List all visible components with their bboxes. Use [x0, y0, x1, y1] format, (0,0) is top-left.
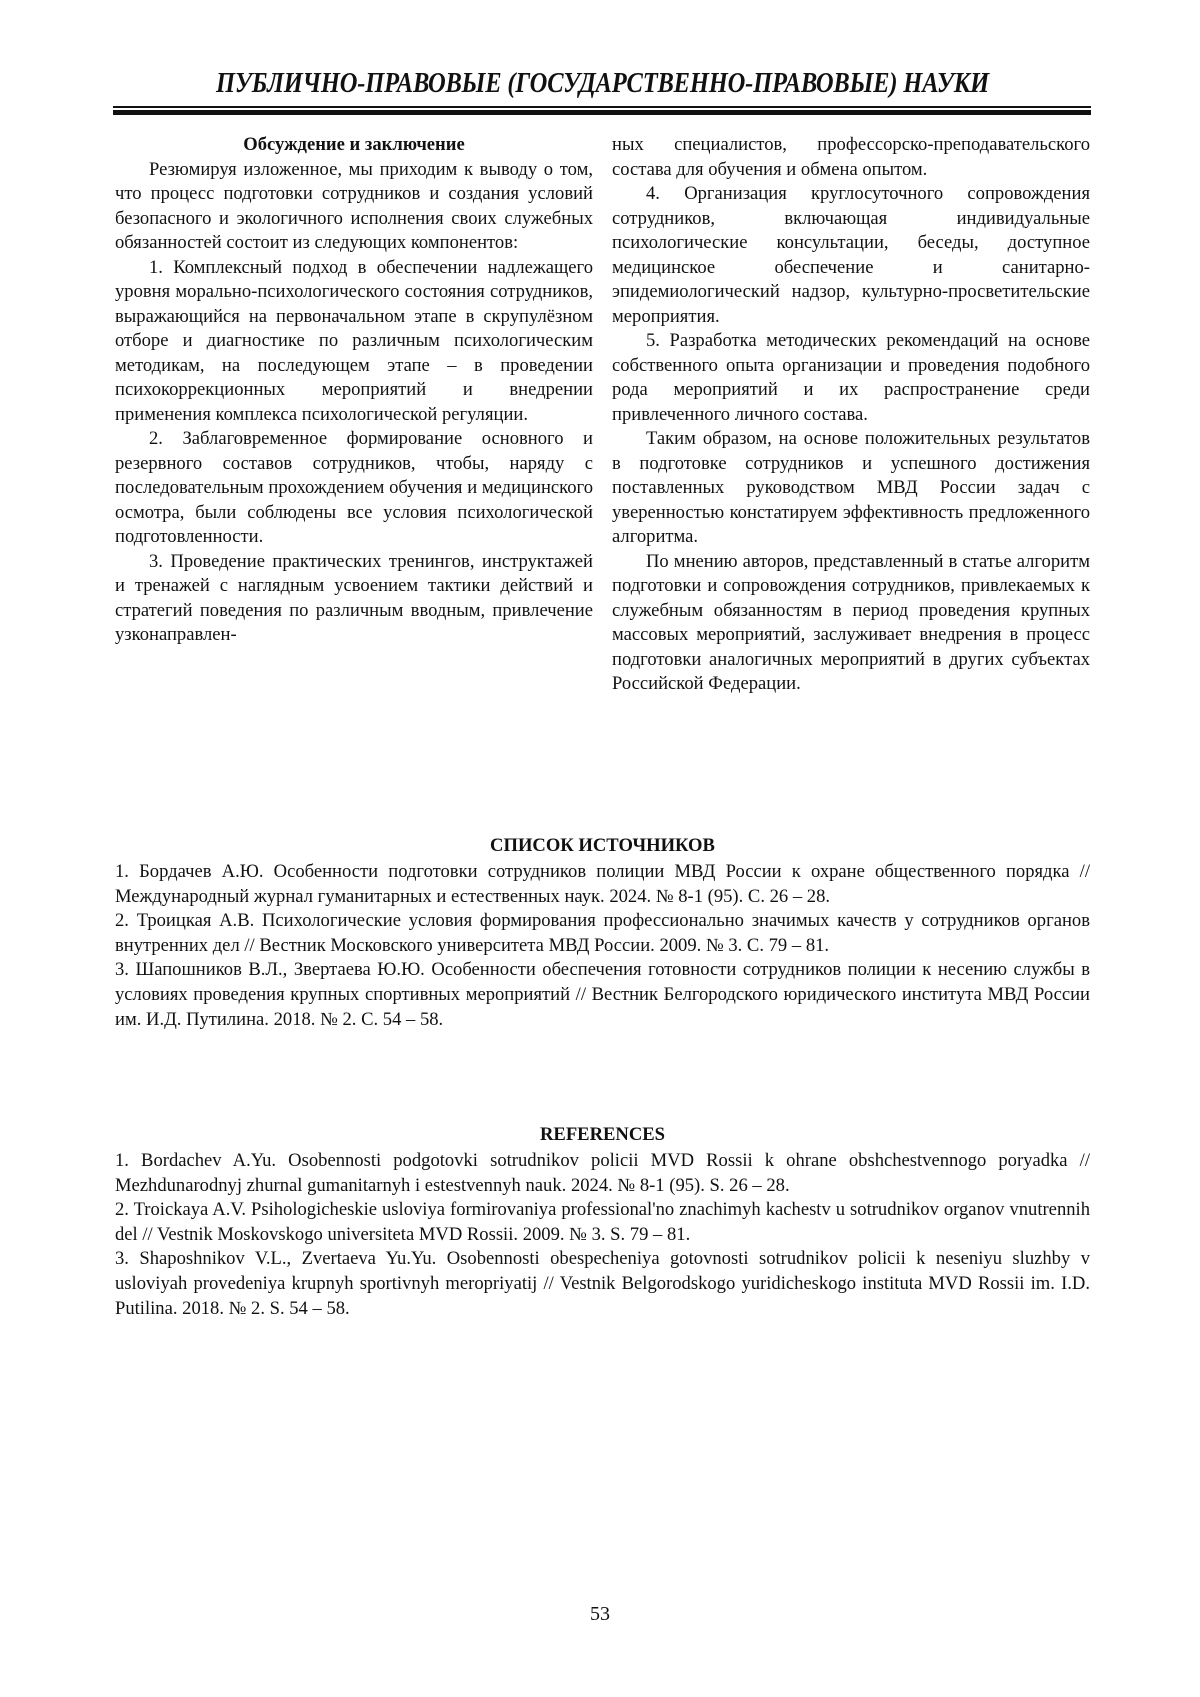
reference-item: 3. Shaposhnikov V.L., Zvertaeva Yu.Yu. Osobennosti obespecheniya gotovnosti sotrudnikov policii k neseniyu sluzhby v usloviyah provedeniya krupnyh sportivnyh meropriyatij // Vestnik Belgorodskogo yuridicheskogo instituta MVD Rossii im. I.D. Putilina. 2018. № 2. S. 54 – 58. — [115, 1248, 1090, 1319]
section-title-discussion: Обсуждение и заключение — [243, 134, 465, 155]
reference-item: 3. Шапошников В.Л., Звертаева Ю.Ю. Особенности обеспечения готовности сотрудников полиции к несению службы в условиях проведения крупных спортивных мероприятий // Вестник Белгородского юридического института МВД России им. И.Д. Путилина. 2018. № 2. С. 54 – 58. — [115, 959, 1090, 1030]
references-ru-list — [115, 860, 1090, 1032]
list-item-1: 1. Комплексный подход в обеспечении надлежащего уровня морально-психологического состояния сотрудников, выражающийся на первоначальном этапе в скрупулёзном отборе и диагностике по различным психологическим методикам, на последующем этапе – в проведении психокоррекционных мероприятий и внедрении применения комплекса психологической регуляции. — [115, 256, 593, 425]
header-rule-thick — [113, 110, 1091, 115]
header-rule-thin — [113, 106, 1091, 108]
right-column — [612, 133, 1090, 697]
list-item-5: 5. Разработка методических рекомендаций на основе собственного опыта организации и проведения подобного рода мероприятий и их распространение среди привлеченного личного состава. — [612, 330, 1090, 425]
list-item-4: 4. Организация круглосуточного сопровождения сотрудников, включающая индивидуальные психологические консультации, беседы, доступное медицинское обеспечение и санитарно-эпидемиологический надзор, культурно-просветительские мероприятия. — [612, 183, 1090, 327]
paragraph: Резюмируя изложенное, мы приходим к выводу о том, что процесс подготовки сотрудников и создания условий безопасного и экологичного исполнения своих служебных обязанностей состоит из следующих компонентов: — [115, 158, 593, 253]
running-title: ПУБЛИЧНО-ПРАВОВЫЕ (ГОСУДАРСТВЕННО-ПРАВОВЫЕ) НАУКИ — [215, 68, 990, 99]
paragraph-conclusion: Таким образом, на основе положительных результатов в подготовке сотрудников и успешного достижения поставленных руководством МВД России задач с уверенностью констатируем эффективность предложенного алгоритма. — [612, 428, 1090, 547]
paragraph-authors-opinion: По мнению авторов, представленный в статье алгоритм подготовки и сопровождения сотрудников, привлекаемых к служебным обязанностям в период проведения крупных массовых мероприятий, заслуживает внедрения в процесс подготовки аналогичных мероприятий в других субъектах Российской Федерации. — [612, 550, 1090, 694]
references-en-list — [115, 1149, 1090, 1321]
paragraph-continuation: ных специалистов, профессорско-преподавательского состава для обучения и обмена опытом. — [612, 134, 1090, 180]
reference-item: 1. Бордачев А.Ю. Особенности подготовки сотрудников полиции МВД России к охране общественного порядка // Международный журнал гуманитарных и естественных наук. 2024. № 8-1 (95). С. 26 – 28. — [115, 861, 1090, 907]
reference-item: 2. Троицкая А.В. Психологические условия формирования профессионально значимых качеств у сотрудников органов внутренних дел // Вестник Московского университета МВД России. 2009. № 3. С. 79 – 81. — [115, 910, 1090, 956]
reference-item: 2. Troickaya A.V. Psihologicheskie usloviya formirovaniya professional'no znachimyh kachestv u sotrudnikov organov vnutrennih del // Vestnik Moskovskogo universiteta MVD Rossii. 2009. № 3. S. 79 – 81. — [115, 1199, 1090, 1245]
reference-item: 1. Bordachev A.Yu. Osobennosti podgotovki sotrudnikov policii MVD Rossii k ohrane obshchestvennogo poryadka // Mezhdunarodnyj zhurnal gumanitarnyh i estestvennyh nauk. 2024. № 8-1 (95). S. 26 – 28. — [115, 1150, 1090, 1196]
list-item-2: 2. Заблаговременное формирование основного и резервного составов сотрудников, чтобы, наряду с последовательным прохождением обучения и медицинского осмотра, были соблюдены все условия психологической подготовленности. — [115, 428, 593, 547]
references-ru-title: СПИСОК ИСТОЧНИКОВ — [490, 835, 715, 856]
left-column — [115, 133, 593, 648]
list-item-3: 3. Проведение практических тренингов, инструктажей и тренажей с наглядным усвоением тактики действий и стратегий поведения по различным вводным, привлечение узконаправлен- — [115, 550, 593, 645]
references-en-title: REFERENCES — [539, 1124, 666, 1145]
page-number: 53 — [590, 1603, 610, 1625]
